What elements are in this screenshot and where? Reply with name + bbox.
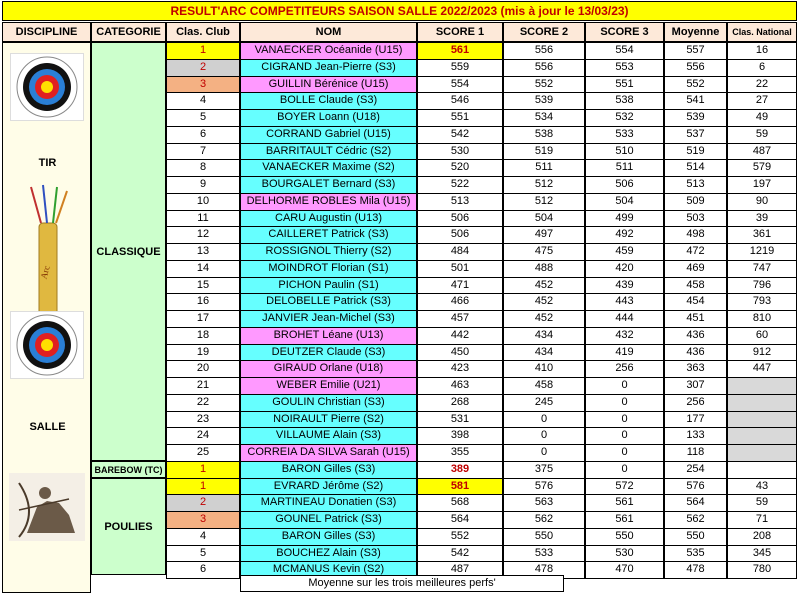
club-rank-cell: 25	[166, 444, 240, 462]
score-3-cell: 0	[585, 411, 664, 429]
club-rank-cell: 5	[166, 545, 240, 563]
national-rank-cell: 579	[727, 159, 797, 177]
national-rank-cell: 793	[727, 293, 797, 311]
average-cell: 557	[664, 42, 727, 60]
club-rank-cell: 4	[166, 528, 240, 546]
national-rank-cell	[727, 411, 797, 429]
archer-name-cell: BOLLE Claude (S3)	[240, 92, 417, 110]
archer-name-cell: BOUCHEZ Alain (S3)	[240, 545, 417, 563]
national-rank-cell	[727, 427, 797, 445]
score-3-cell: 530	[585, 545, 664, 563]
score-2-cell: 434	[503, 344, 585, 362]
archer-name-cell: WEBER Emilie (U21)	[240, 377, 417, 395]
score-3-cell: 506	[585, 176, 664, 194]
archer-name-cell: MOINDROT Florian (S1)	[240, 260, 417, 278]
archer-name-cell: DELHORME ROBLES Mila (U15)	[240, 193, 417, 211]
national-rank-cell: 43	[727, 478, 797, 496]
club-rank-cell: 6	[166, 561, 240, 579]
discipline-column	[2, 42, 91, 593]
score-3-cell: 532	[585, 109, 664, 127]
score-1-cell: 487	[417, 561, 503, 579]
score-2-cell: 556	[503, 59, 585, 77]
score-3-cell: 538	[585, 92, 664, 110]
average-cell: 133	[664, 427, 727, 445]
score-3-cell: 0	[585, 377, 664, 395]
archer-name-cell: BROHET Léane (U13)	[240, 327, 417, 345]
score-3-cell: 0	[585, 427, 664, 445]
average-cell: 537	[664, 126, 727, 144]
score-2-cell: 512	[503, 193, 585, 211]
score-1-cell: 463	[417, 377, 503, 395]
score-3-cell: 561	[585, 511, 664, 529]
national-rank-cell: 1219	[727, 243, 797, 261]
archer-name-cell: CAILLERET Patrick (S3)	[240, 226, 417, 244]
average-cell: 552	[664, 76, 727, 94]
average-cell: 118	[664, 444, 727, 462]
archer-name-cell: JANVIER Jean-Michel (S3)	[240, 310, 417, 328]
national-rank-cell: 59	[727, 494, 797, 512]
score-3-cell: 420	[585, 260, 664, 278]
score-2-cell: 375	[503, 461, 585, 479]
score-1-cell: 423	[417, 360, 503, 378]
score-1-cell: 542	[417, 126, 503, 144]
score-2-cell: 538	[503, 126, 585, 144]
archer-name-cell: DELOBELLE Patrick (S3)	[240, 293, 417, 311]
club-rank-cell: 20	[166, 360, 240, 378]
score-2-cell: 562	[503, 511, 585, 529]
score-1-cell: 398	[417, 427, 503, 445]
score-3-cell: 533	[585, 126, 664, 144]
category-poulies: POULIES	[91, 478, 166, 575]
archer-name-cell: CIGRAND Jean-Pierre (S3)	[240, 59, 417, 77]
national-rank-cell: 49	[727, 109, 797, 127]
score-1-cell: 457	[417, 310, 503, 328]
score-3-cell: 551	[585, 76, 664, 94]
score-1-cell: 581	[417, 478, 503, 496]
category-classique: CLASSIQUE	[91, 42, 166, 461]
score-1-cell: 559	[417, 59, 503, 77]
score-1-cell: 513	[417, 193, 503, 211]
national-rank-cell: 810	[727, 310, 797, 328]
archer-name-cell: VANAECKER Maxime (S2)	[240, 159, 417, 177]
club-rank-cell: 1	[166, 478, 240, 496]
score-1-cell: 554	[417, 76, 503, 94]
table-footnote: Moyenne sur les trois meilleures perfs'	[240, 575, 564, 592]
score-3-cell: 0	[585, 444, 664, 462]
archer-name-cell: BOURGALET Bernard (S3)	[240, 176, 417, 194]
score-1-cell: 389	[417, 461, 503, 479]
score-3-cell: 0	[585, 461, 664, 479]
average-cell: 519	[664, 143, 727, 161]
club-rank-cell: 2	[166, 494, 240, 512]
page-title: RESULT'ARC COMPETITEURS SAISON SALLE 2022/2023 (mis à jour le 13/03/23)	[2, 1, 797, 21]
header-score-1: SCORE 1	[417, 22, 503, 42]
club-rank-cell: 4	[166, 92, 240, 110]
header-moyenne: Moyenne	[664, 22, 727, 42]
average-cell: 498	[664, 226, 727, 244]
national-rank-cell: 487	[727, 143, 797, 161]
score-2-cell: 475	[503, 243, 585, 261]
archer-name-cell: MCMANUS Kevin (S2)	[240, 561, 417, 579]
archer-name-cell: CARU Augustin (U13)	[240, 210, 417, 228]
average-cell: 363	[664, 360, 727, 378]
club-rank-cell: 18	[166, 327, 240, 345]
archer-name-cell: MARTINEAU Donatien (S3)	[240, 494, 417, 512]
national-rank-cell: 912	[727, 344, 797, 362]
header-score-3: SCORE 3	[585, 22, 664, 42]
archer-name-cell: BARRITAULT Cédric (S2)	[240, 143, 417, 161]
club-rank-cell: 6	[166, 126, 240, 144]
national-rank-cell	[727, 377, 797, 395]
average-cell: 503	[664, 210, 727, 228]
score-2-cell: 488	[503, 260, 585, 278]
archer-name-cell: CORRAND Gabriel (U15)	[240, 126, 417, 144]
score-1-cell: 546	[417, 92, 503, 110]
score-2-cell: 534	[503, 109, 585, 127]
score-2-cell: 452	[503, 310, 585, 328]
archer-name-cell: GOULIN Christian (S3)	[240, 394, 417, 412]
score-1-cell: 531	[417, 411, 503, 429]
score-3-cell: 444	[585, 310, 664, 328]
score-3-cell: 470	[585, 561, 664, 579]
club-rank-cell: 15	[166, 277, 240, 295]
score-2-cell: 0	[503, 427, 585, 445]
score-3-cell: 499	[585, 210, 664, 228]
average-cell: 472	[664, 243, 727, 261]
national-rank-cell: 361	[727, 226, 797, 244]
club-rank-cell: 19	[166, 344, 240, 362]
score-2-cell: 452	[503, 277, 585, 295]
national-rank-cell: 197	[727, 176, 797, 194]
header-clas-national: Clas. National	[727, 22, 797, 42]
score-2-cell: 550	[503, 528, 585, 546]
average-cell: 539	[664, 109, 727, 127]
national-rank-cell	[727, 444, 797, 462]
header-clas-club: Clas. Club	[166, 22, 240, 42]
score-2-cell: 533	[503, 545, 585, 563]
club-rank-cell: 1	[166, 461, 240, 479]
national-rank-cell: 59	[727, 126, 797, 144]
score-1-cell: 506	[417, 226, 503, 244]
score-3-cell: 0	[585, 394, 664, 412]
score-1-cell: 530	[417, 143, 503, 161]
average-cell: 436	[664, 344, 727, 362]
score-2-cell: 245	[503, 394, 585, 412]
header-score-2: SCORE 2	[503, 22, 585, 42]
score-3-cell: 511	[585, 159, 664, 177]
score-1-cell: 551	[417, 109, 503, 127]
club-rank-cell: 10	[166, 193, 240, 211]
national-rank-cell	[727, 394, 797, 412]
national-rank-cell: 16	[727, 42, 797, 60]
average-cell: 564	[664, 494, 727, 512]
archer-name-cell: CORREIA DA SILVA Sarah (U15)	[240, 444, 417, 462]
score-1-cell: 522	[417, 176, 503, 194]
club-rank-cell: 22	[166, 394, 240, 412]
average-cell: 177	[664, 411, 727, 429]
score-2-cell: 519	[503, 143, 585, 161]
club-rank-cell: 2	[166, 59, 240, 77]
club-rank-cell: 1	[166, 42, 240, 60]
category-barebow: BAREBOW (TC)	[91, 461, 166, 478]
svg-text:Arc: Arc	[38, 264, 52, 281]
score-2-cell: 563	[503, 494, 585, 512]
score-1-cell: 442	[417, 327, 503, 345]
archer-name-cell: NOIRAULT Pierre (S2)	[240, 411, 417, 429]
discipline-salle-label: SALLE	[29, 421, 66, 433]
national-rank-cell	[727, 461, 797, 479]
score-3-cell: 572	[585, 478, 664, 496]
national-rank-cell: 747	[727, 260, 797, 278]
score-3-cell: 459	[585, 243, 664, 261]
archer-name-cell: GIRAUD Orlane (U18)	[240, 360, 417, 378]
club-rank-cell: 12	[166, 226, 240, 244]
archer-name-cell: VILLAUME Alain (S3)	[240, 427, 417, 445]
header-nom: NOM	[240, 22, 417, 42]
average-cell: 458	[664, 277, 727, 295]
archer-name-cell: ROSSIGNOL Thierry (S2)	[240, 243, 417, 261]
archery-target-icon	[10, 53, 84, 121]
score-1-cell: 501	[417, 260, 503, 278]
national-rank-cell: 6	[727, 59, 797, 77]
score-1-cell: 355	[417, 444, 503, 462]
club-rank-cell: 7	[166, 143, 240, 161]
average-cell: 436	[664, 327, 727, 345]
club-rank-cell: 3	[166, 76, 240, 94]
average-cell: 509	[664, 193, 727, 211]
discipline-tir-label: TIR	[38, 157, 57, 169]
national-rank-cell: 60	[727, 327, 797, 345]
score-2-cell: 556	[503, 42, 585, 60]
score-1-cell: 520	[417, 159, 503, 177]
archer-name-cell: EVRARD Jérôme (S2)	[240, 478, 417, 496]
average-cell: 550	[664, 528, 727, 546]
score-2-cell: 504	[503, 210, 585, 228]
club-rank-cell: 14	[166, 260, 240, 278]
score-1-cell: 552	[417, 528, 503, 546]
score-2-cell: 458	[503, 377, 585, 395]
national-rank-cell: 208	[727, 528, 797, 546]
archer-name-cell: BOYER Loann (U18)	[240, 109, 417, 127]
club-rank-cell: 16	[166, 293, 240, 311]
average-cell: 469	[664, 260, 727, 278]
club-rank-cell: 23	[166, 411, 240, 429]
club-rank-cell: 13	[166, 243, 240, 261]
score-1-cell: 506	[417, 210, 503, 228]
average-cell: 514	[664, 159, 727, 177]
average-cell: 576	[664, 478, 727, 496]
score-3-cell: 561	[585, 494, 664, 512]
national-rank-cell: 780	[727, 561, 797, 579]
arrows-quiver-icon	[23, 183, 73, 323]
score-3-cell: 550	[585, 528, 664, 546]
national-rank-cell: 345	[727, 545, 797, 563]
archer-name-cell: VANAECKER Océanide (U15)	[240, 42, 417, 60]
score-2-cell: 0	[503, 444, 585, 462]
average-cell: 454	[664, 293, 727, 311]
score-2-cell: 511	[503, 159, 585, 177]
score-2-cell: 552	[503, 76, 585, 94]
club-rank-cell: 5	[166, 109, 240, 127]
score-2-cell: 410	[503, 360, 585, 378]
club-rank-cell: 3	[166, 511, 240, 529]
average-cell: 256	[664, 394, 727, 412]
score-1-cell: 268	[417, 394, 503, 412]
score-1-cell: 466	[417, 293, 503, 311]
score-2-cell: 478	[503, 561, 585, 579]
national-rank-cell: 22	[727, 76, 797, 94]
score-3-cell: 432	[585, 327, 664, 345]
national-rank-cell: 39	[727, 210, 797, 228]
score-1-cell: 564	[417, 511, 503, 529]
archer-name-cell: PICHON Paulin (S1)	[240, 277, 417, 295]
national-rank-cell: 796	[727, 277, 797, 295]
score-1-cell: 471	[417, 277, 503, 295]
score-2-cell: 497	[503, 226, 585, 244]
archer-name-cell: GOUNEL Patrick (S3)	[240, 511, 417, 529]
national-rank-cell: 71	[727, 511, 797, 529]
score-2-cell: 0	[503, 411, 585, 429]
score-1-cell: 568	[417, 494, 503, 512]
archer-statue-icon	[9, 473, 85, 541]
club-rank-cell: 17	[166, 310, 240, 328]
score-3-cell: 504	[585, 193, 664, 211]
score-3-cell: 553	[585, 59, 664, 77]
score-3-cell: 492	[585, 226, 664, 244]
score-3-cell: 419	[585, 344, 664, 362]
header-discipline: DISCIPLINE	[2, 22, 91, 42]
club-rank-cell: 11	[166, 210, 240, 228]
score-3-cell: 439	[585, 277, 664, 295]
score-2-cell: 434	[503, 327, 585, 345]
average-cell: 562	[664, 511, 727, 529]
average-cell: 535	[664, 545, 727, 563]
score-1-cell: 484	[417, 243, 503, 261]
score-3-cell: 510	[585, 143, 664, 161]
score-3-cell: 443	[585, 293, 664, 311]
score-2-cell: 452	[503, 293, 585, 311]
average-cell: 451	[664, 310, 727, 328]
score-1-cell: 561	[417, 42, 503, 60]
average-cell: 513	[664, 176, 727, 194]
national-rank-cell: 27	[727, 92, 797, 110]
average-cell: 556	[664, 59, 727, 77]
average-cell: 307	[664, 377, 727, 395]
average-cell: 254	[664, 461, 727, 479]
national-rank-cell: 90	[727, 193, 797, 211]
club-rank-cell: 21	[166, 377, 240, 395]
score-3-cell: 256	[585, 360, 664, 378]
club-rank-cell: 8	[166, 159, 240, 177]
archer-name-cell: DEUTZER Claude (S3)	[240, 344, 417, 362]
archer-name-cell: BARON Gilles (S3)	[240, 528, 417, 546]
archery-target-icon	[10, 311, 84, 379]
score-2-cell: 576	[503, 478, 585, 496]
score-2-cell: 539	[503, 92, 585, 110]
archer-name-cell: BARON Gilles (S3)	[240, 461, 417, 479]
club-rank-cell: 9	[166, 176, 240, 194]
header-categorie: CATEGORIE	[91, 22, 166, 42]
average-cell: 478	[664, 561, 727, 579]
archer-name-cell: GUILLIN Bérénice (U15)	[240, 76, 417, 94]
score-1-cell: 542	[417, 545, 503, 563]
club-rank-cell: 24	[166, 427, 240, 445]
score-1-cell: 450	[417, 344, 503, 362]
national-rank-cell: 447	[727, 360, 797, 378]
score-3-cell: 554	[585, 42, 664, 60]
score-2-cell: 512	[503, 176, 585, 194]
average-cell: 541	[664, 92, 727, 110]
